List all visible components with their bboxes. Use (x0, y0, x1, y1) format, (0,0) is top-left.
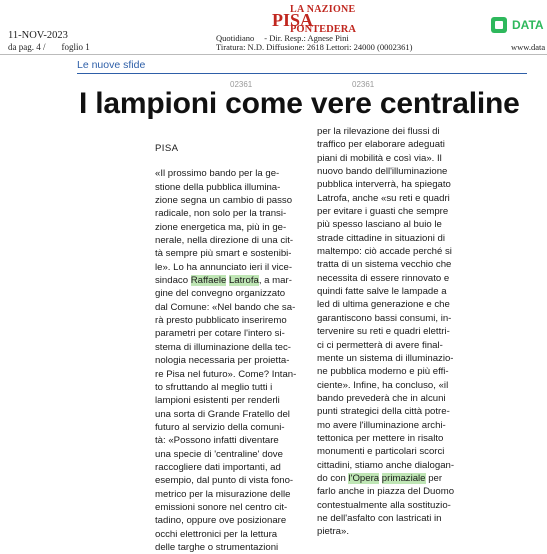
article-headline: I lampioni come vere centraline (79, 87, 520, 120)
article-text: , a mar- (258, 275, 292, 287)
page-number: da pag. 4 / (8, 42, 46, 52)
newspaper-logo-top: LA NAZIONE (290, 4, 356, 15)
article-line: tratta di un sistema vecchio che (317, 259, 452, 271)
highlighted-name-last: Latrofa (228, 275, 259, 287)
article-line: tà: «Possono infatti diventare (155, 435, 279, 447)
highlighted-org-1: l'Opera (348, 472, 380, 484)
article-line: «Il prossimo bando per la ge- (155, 168, 280, 180)
highlighted-name-first: Raffaele (190, 275, 227, 287)
article-line: tà sempre più smart e sostenibi- (155, 248, 292, 260)
article-line: una sorta di Grande Fratello del (155, 408, 290, 420)
article-text: per (425, 472, 443, 484)
page-ref (8, 42, 106, 52)
article-line: nologia necessaria per proietta- (155, 355, 290, 367)
director-info: - Dir. Resp.: Agnese Pini (264, 33, 349, 43)
article-line: maltempo: ciò accade perché si (317, 246, 452, 258)
article-line: dal Comune: «Nel bando che sa- (155, 301, 296, 313)
article-column-1 (155, 142, 303, 554)
article-line: monumenti e particolari scorci (317, 446, 445, 458)
article-line: bando prevederà che in alcuni (317, 392, 446, 404)
article-line: quindi fatte salve le lampade a (317, 286, 447, 298)
article-line: piani di mobilità e così via». Il (317, 152, 442, 164)
article-line: lampioni esistenti per renderli (155, 395, 280, 407)
article-text: sindaco (155, 275, 191, 287)
article-text: do con (317, 472, 349, 484)
data-logo-icon (491, 17, 507, 33)
highlighted-org-2: primaziale (381, 472, 426, 484)
article-line: nuovo bando dell'illuminazione (317, 166, 448, 178)
article-line: zione energetica ma, più in ge- (155, 221, 287, 233)
article-line: raccogliere dati importanti, ad (155, 461, 281, 473)
brand-url: www.data (511, 42, 546, 52)
article-line: punti strategici della città potre- (317, 406, 450, 418)
article-line: to sfruttando al meglio tutti i (155, 381, 273, 393)
article-line: rà presto pubblicato inseriremo (155, 315, 287, 327)
data-brand-text: DATA (512, 18, 544, 32)
article-line: ne pubblica moderno e più effi- (317, 366, 449, 378)
article-code-secondary: 02361 (352, 80, 375, 89)
header-divider (0, 54, 547, 55)
circulation-info: Tiratura: N.D. Diffusione: 2618 Lettori: 24000 (0002361) (216, 42, 413, 52)
article-line: contestualmente alla sostituzio- (317, 499, 451, 511)
article-line: stione della pubblica illumina- (155, 181, 281, 193)
publication-kind: Quotidiano (216, 33, 255, 43)
article-line: ne dell'asfalto con lastricati in (317, 512, 442, 524)
article-line: mente un sistema di illuminazio- (317, 352, 454, 364)
article-line: re Pisa nel futuro». Come? Intan- (155, 368, 297, 380)
article-line: tervenire su reti e quadri elettri- (317, 326, 450, 338)
article-line: pubblica interverrà, ha spiegato (317, 179, 451, 191)
article-line: parametri per cotare l'intero si- (155, 328, 285, 340)
article-line: tettonica per mettere in risalto (317, 432, 444, 444)
article-line: esempio, dal punto di vista fono- (155, 475, 294, 487)
column-1-lines (155, 167, 303, 554)
article-line: metrico per la misurazione delle (155, 488, 291, 500)
article-line: delle targhe o strumentazioni (155, 541, 279, 553)
newspaper-logo-city: PISA (272, 10, 314, 30)
article-kicker: PISA (155, 143, 179, 154)
sheet-number: foglio 1 (61, 42, 90, 52)
article-line: zione segna un cambio di passo (155, 195, 293, 207)
article-line: ci ci permetterà di avere final- (317, 339, 443, 351)
article-line: per evitare i guasti che sempre (317, 206, 449, 218)
issue-date: 11-NOV-2023 (8, 30, 68, 41)
article-line (155, 274, 303, 287)
section-label: Le nuove sfide (77, 59, 527, 74)
article-line: una specie di 'centraline' dove (155, 448, 283, 460)
article-line: emissioni sonore nel centro cit- (155, 501, 288, 513)
article-line: ciente». Infine, ha concluso, «il (317, 379, 449, 391)
data-brand-logo (491, 17, 544, 33)
article-line: necessita di essere rinnovato e (317, 272, 450, 284)
article-line: nerale, nella direzione di una cit- (155, 235, 294, 247)
article-line: le». Lo ha annunciato ieri il vice- (155, 261, 293, 273)
article-line: gine del convegno organizzato (155, 288, 286, 300)
article-line: led di ultima generazione e che (317, 299, 450, 311)
article-line: Latrofa, anche «su reti e quadri (317, 192, 450, 204)
article-line (317, 472, 467, 485)
article-code: 02361 (230, 80, 253, 89)
article-line: traffico per elaborare adeguati (317, 139, 445, 151)
newspaper-logo-edition: PONTEDERA (290, 24, 356, 35)
article-line: futuro al servizio della comuni- (155, 421, 285, 433)
article-line: pietra». (317, 526, 349, 538)
article-line: stema di illuminazione della tec- (155, 341, 291, 353)
article-line: per la rilevazione dei flussi di (317, 126, 440, 137)
article-line: garantiscono bassi consumi, in- (317, 312, 452, 324)
article-line: mo avere l'illuminazione archi- (317, 419, 446, 431)
article-line: cittadini, stiamo anche dialogan- (317, 459, 455, 471)
article-line: radicale, non solo per la transi- (155, 208, 287, 220)
article-column-2 (317, 125, 467, 539)
article-line: più spesso lasciano al buio le (317, 219, 442, 231)
article-line: occhi elettronici per la lettura (155, 528, 278, 540)
column-2-lines (317, 125, 467, 539)
article-line: farlo anche in piazza del Duomo (317, 486, 455, 498)
article-line: strade cittadine in situazioni di (317, 232, 445, 244)
article-line: tadino, oppure ove posizionare (155, 515, 287, 527)
